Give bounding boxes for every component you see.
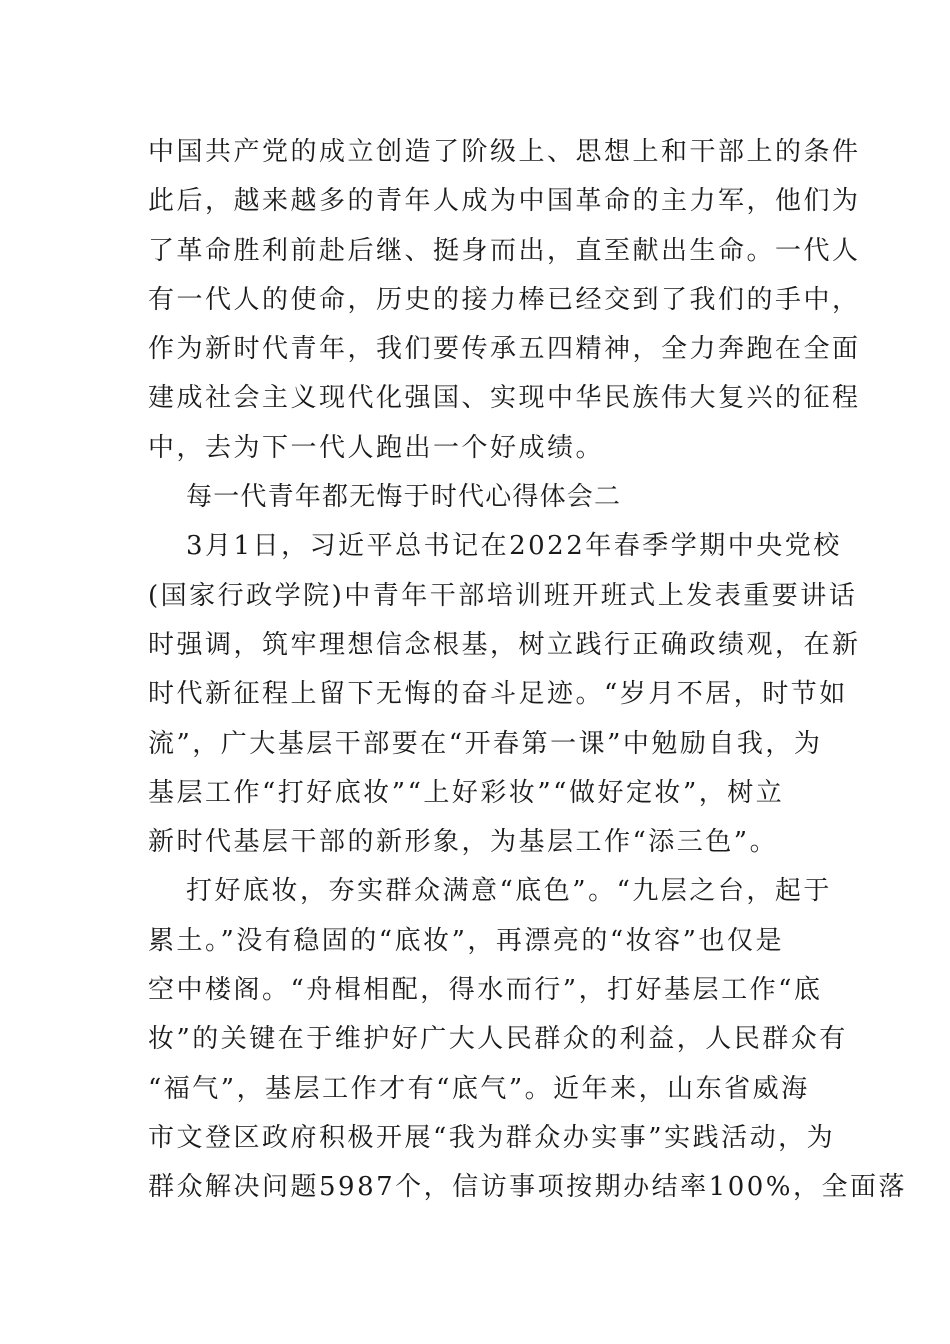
paragraph-1: [148, 128, 861, 473]
paragraph-line: 时强调，筑牢理想信念根基，树立践行正确政绩观，在新: [148, 629, 861, 660]
paragraph-line: 中国共产党的成立创造了阶级上、思想上和干部上的条件: [148, 137, 861, 167]
paragraph-line: 妆”的关键在于维护好广大人民群众的利益，人民群众有: [148, 1024, 848, 1055]
paragraph-line: 作为新时代青年，我们要传承五四精神，全力奔跑在全面: [148, 334, 861, 365]
paragraph-line: 有一代人的使命，历史的接力棒已经交到了我们的手中，: [148, 284, 861, 315]
paragraph-line: 群众解决问题5987个，信访事项按期办结率100%，全面落: [148, 1172, 907, 1203]
paragraph-3: [148, 867, 907, 1212]
paragraph-line: 新时代基层干部的新形象，为基层工作“添三色”。: [148, 827, 779, 858]
document-body: [148, 128, 907, 1213]
paragraph-line: 流”，广大基层干部要在“开春第一课”中勉励自我，为: [148, 728, 823, 759]
section-heading: 每一代青年都无悔于时代心得体会二: [186, 482, 622, 513]
paragraph-line: 建成社会主义现代化强国、实现中华民族伟大复兴的征程: [148, 383, 861, 414]
paragraph-line: 了革命胜利前赴后继、挺身而出，直至献出生命。一代人: [148, 235, 861, 266]
paragraph-2: [148, 522, 861, 867]
paragraph-line: 中，去为下一代人跑出一个好成绩。: [148, 432, 605, 463]
paragraph-line: 此后，越来越多的青年人成为中国革命的主力军，他们为: [148, 186, 861, 217]
paragraph-line: 市文登区政府积极开展“我为群众办实事”实践活动，为: [148, 1122, 836, 1153]
paragraph-line: “福气”，基层工作才有“底气”。近年来，山东省威海: [148, 1073, 810, 1104]
paragraph-line: 空中楼阁。“舟楫相配，得水而行”，打好基层工作“底: [148, 975, 823, 1006]
paragraph-line: 3月1日，习近平总书记在2022年春季学期中央党校: [186, 531, 842, 562]
paragraph-line: 打好底妆，夯实群众满意“底色”。“九层之台，起于: [186, 876, 832, 907]
paragraph-line: 时代新征程上留下无悔的奋斗足迹。“岁月不居，时节如: [148, 679, 848, 710]
paragraph-line: 累土。”没有稳固的“底妆”，再漂亮的“妆容”也仅是: [148, 925, 784, 956]
paragraph-line: (国家行政学院)中青年干部培训班开班式上发表重要讲话: [148, 580, 858, 611]
paragraph-line: 基层工作“打好底妆”“上好彩妆”“做好定妆”，树立: [148, 777, 785, 808]
